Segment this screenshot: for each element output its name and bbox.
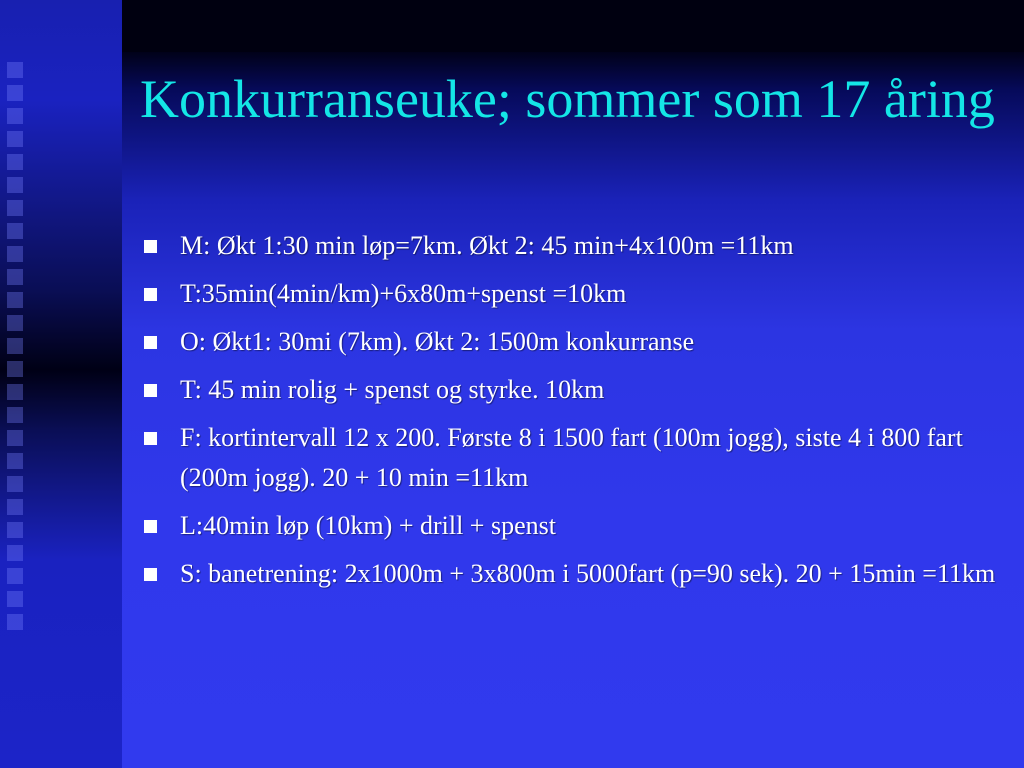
bullet-item — [140, 274, 1000, 314]
bullet-text: O: Økt1: 30mi (7km). Økt 2: 1500m konkurranse — [180, 327, 695, 356]
square-bullet-icon — [144, 240, 157, 253]
bullet-item — [140, 322, 1000, 362]
bullet-text: F: kortintervall 12 x 200. Første 8 i 1500 fart (100m jogg), siste 4 i 800 fart (200m jogg). 20 + 10 min =11km — [180, 423, 963, 492]
bullet-text: T:35min(4min/km)+6x80m+spenst =10km — [180, 279, 627, 308]
top-dark-band — [122, 0, 1024, 52]
square-bullet-icon — [144, 568, 157, 581]
bullet-item — [140, 418, 1000, 498]
bullet-text: S: banetrening: 2x1000m + 3x800m i 5000fart (p=90 sek). 20 + 15min =11km — [180, 559, 996, 588]
left-decorative-strip — [0, 0, 122, 768]
bullet-text: L:40min løp (10km) + drill + spenst — [180, 511, 556, 540]
bullet-item — [140, 554, 1000, 594]
slide-title: Konkurranseuke; sommer som 17 åring — [140, 69, 995, 129]
square-bullet-icon — [144, 520, 157, 533]
bullet-text: T: 45 min rolig + spenst og styrke. 10km — [180, 375, 605, 404]
square-bullet-icon — [144, 384, 157, 397]
square-bullet-icon — [144, 432, 157, 445]
bullet-text: M: Økt 1:30 min løp=7km. Økt 2: 45 min+4x100m =11km — [180, 231, 794, 260]
bullet-item — [140, 506, 1000, 546]
bullet-item — [140, 370, 1000, 410]
square-bullet-icon — [144, 336, 157, 349]
bullet-list — [140, 226, 1000, 602]
decorative-squares — [7, 62, 27, 722]
square-bullet-icon — [144, 288, 157, 301]
bullet-item — [140, 226, 1000, 266]
